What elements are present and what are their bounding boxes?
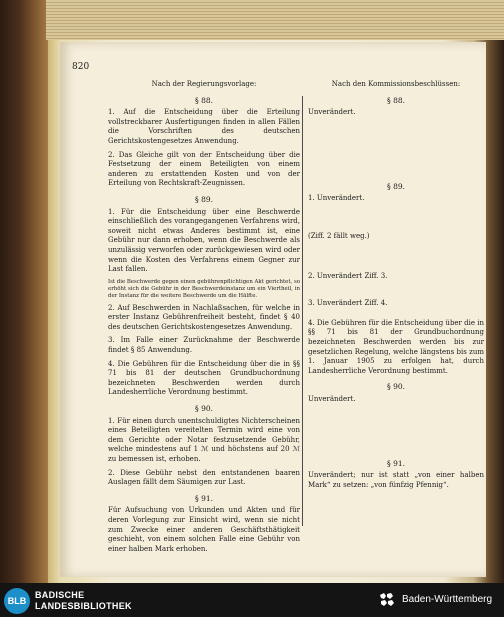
left-column (108, 80, 300, 558)
left-s91-title: § 91. (194, 493, 214, 503)
left-s89-p4: 4. Die Gebühren für die Entscheidung über die in §§ 71 bis 81 der deutschen Grundbuchordnung bezeichneten Beschwerden werden durch Landesherrliche Verordnung bestimmt. (108, 359, 300, 397)
left-s91-p1: Für Aufsuchung von Urkunden und Akten und für deren Vorlegung zur Einsicht wird, wenn sie nicht zum Zwecke einer anderen Geschäftsthätigkeit geschieht, von einem solchen Falle eine Gebühr von einer halben Mark erhoben. (108, 506, 300, 553)
right-header: Nach den Kommissionsbeschlüssen: (331, 80, 461, 88)
right-s89-p4: 4. Die Gebühren für die Entscheidung über die in §§ 71 bis 81 der Grundbuchordnung bezeichneten Beschwerden werden bis zur gesetzlichen Regelung, welche längstens bis zum 1. Januar 1905 zu erfolgen hat, durch Landesherrliche Verordnung bestimmt. (308, 318, 484, 375)
left-s89-title: § 89. (194, 194, 214, 204)
left-header: Nach der Regierungsvorlage: (151, 80, 257, 88)
right-s89-title: § 89. (386, 181, 406, 191)
library-name[interactable] (35, 590, 132, 612)
left-s89-small: Ist die Beschwerde gegen einen gebührenpflichtigen Akt gerichtet, so erhöht sich die Gebühr in der Beschwerdeinstanz um ein Viertheil, in der Instanz für die weitere Beschwerde um die Hälfte. (108, 278, 300, 299)
state-name[interactable]: Baden-Württemberg (402, 594, 493, 605)
right-s89-p2: 2. Unverändert Ziff. 3. (308, 271, 388, 280)
left-s88-p1: 1. Auf die Entscheidung über die Erteilung vollstreckbarer Ausfertigungen finden in allen Fällen die Vorschriften des deutschen Gerichtskostengesetzes Anwendung. (108, 108, 300, 145)
left-s90-title: § 90. (194, 404, 214, 414)
left-s88-title: § 88. (194, 95, 214, 105)
right-s89-p1b: (Ziff. 2 fällt weg.) (308, 231, 370, 240)
right-s88-text: Unverändert. (308, 108, 356, 117)
left-s90-p2: 2. Diese Gebühr nebst den entstandenen baaren Auslagen fällt dem Säumigen zur Last. (108, 468, 300, 487)
right-s91-text: Unverändert; nur ist statt „von einer halben Mark“ zu setzen: „von fünfzig Pfennig“. (308, 471, 484, 489)
left-s89-p1: 1. Für die Entscheidung über eine Beschwerde einschließlich des vorangegangenen Verfahrens wird, soweit nicht etwas Anderes bestimmt ist, eine Gebühr nur dann erhoben, wenn die Beschwerde als unzulässig verworfen oder zurückgewiesen wird oder wenn die Kosten des Verfahrens einem Gegner zur Last fallen. (108, 207, 300, 274)
library-line1: BADISCHE (35, 590, 85, 600)
left-s89-p2: 2. Auf Beschwerden in Nachlaßsachen, für welche in erster Instanz Gebührenfreiheit besteht, findet § 40 des deutschen Gerichtskostengesetzes Anwendung. (108, 303, 300, 331)
page-number: 820 (72, 62, 90, 72)
right-s88-title: § 88. (386, 95, 406, 105)
right-s91-title: § 91. (386, 458, 406, 468)
page-edges (46, 0, 504, 40)
right-column (308, 80, 484, 494)
right-s90-text: Unverändert. (308, 394, 356, 403)
state-crest-icon (378, 591, 398, 609)
library-line2: LANDESBIBLIOTHEK (35, 601, 132, 611)
left-s89-p3: 3. Im Falle einer Zurücknahme der Beschwerde findet § 85 Anwendung. (108, 336, 300, 355)
book-spine (0, 0, 48, 583)
right-s90-title: § 90. (386, 382, 406, 392)
left-s88-p2: 2. Das Gleiche gilt von der Entscheidung über die Festsetzung der einem Beteiligten von einem anderen zu erstattenden Kosten und von der Erteilung von Rechtskraft-Zeugnissen. (108, 150, 300, 188)
blb-logo[interactable]: BLB (4, 588, 30, 614)
left-s90-p1: 1. Für einen durch unentschuldigtes Nichterscheinen eines Beteiligten vereitelten Termin wird eine von dem Gerichte oder Notar festzusetzende Gebühr, welche mindestens auf 1 ℳ und höchstens auf 20 ℳ zu bemessen ist, erhoben. (108, 416, 300, 463)
column-divider (302, 96, 303, 526)
right-s89-p1: 1. Unverändert. (308, 194, 365, 203)
right-s89-p3: 3. Unverändert Ziff. 4. (308, 299, 388, 308)
